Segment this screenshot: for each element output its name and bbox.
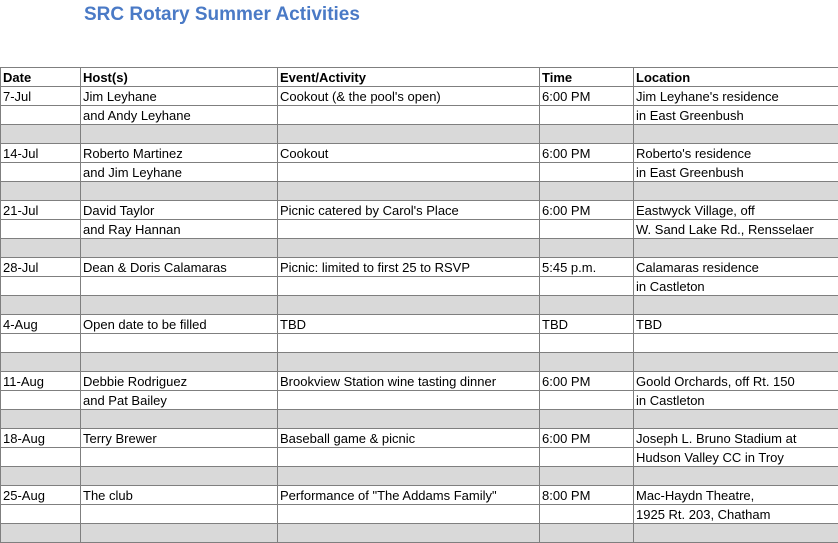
cell-time[interactable]: TBD (540, 315, 634, 334)
cell-time[interactable] (540, 334, 634, 353)
spacer-cell[interactable] (634, 524, 838, 543)
spacer-cell[interactable] (81, 410, 278, 429)
spacer-cell[interactable] (1, 353, 81, 372)
cell-time[interactable]: 6:00 PM (540, 372, 634, 391)
cell-hosts[interactable] (81, 448, 278, 467)
spacer-cell[interactable] (81, 182, 278, 201)
spacer-cell[interactable] (634, 296, 838, 315)
spacer-cell[interactable] (540, 239, 634, 258)
cell-date[interactable] (1, 106, 81, 125)
cell-hosts[interactable]: and Ray Hannan (81, 220, 278, 239)
column-header-date[interactable]: Date (1, 68, 81, 87)
cell-event[interactable]: Cookout (278, 144, 540, 163)
table-row (1, 87, 838, 106)
table-body (1, 87, 838, 543)
cell-event[interactable] (278, 106, 540, 125)
cell-event[interactable]: TBD (278, 315, 540, 334)
cell-event[interactable]: Cookout (& the pool's open) (278, 87, 540, 106)
cell-location[interactable]: in Castleton (634, 391, 838, 410)
cell-event[interactable] (278, 163, 540, 182)
spacer-cell[interactable] (278, 125, 540, 144)
spacer-row (1, 296, 838, 315)
table-row (1, 505, 838, 524)
cell-location[interactable]: W. Sand Lake Rd., Rensselaer (634, 220, 838, 239)
cell-location[interactable]: 1925 Rt. 203, Chatham (634, 505, 838, 524)
column-header-location[interactable]: Location (634, 68, 838, 87)
cell-hosts[interactable]: Open date to be filled (81, 315, 278, 334)
spacer-cell[interactable] (634, 353, 838, 372)
cell-date[interactable] (1, 277, 81, 296)
cell-location[interactable]: in East Greenbush (634, 163, 838, 182)
cell-date[interactable]: 4-Aug (1, 315, 81, 334)
table-row (1, 144, 838, 163)
cell-time[interactable] (540, 106, 634, 125)
spacer-cell[interactable] (278, 182, 540, 201)
activities-table (0, 67, 838, 543)
cell-location[interactable]: Eastwyck Village, off (634, 201, 838, 220)
spacer-cell[interactable] (540, 182, 634, 201)
cell-date[interactable]: 21-Jul (1, 201, 81, 220)
spacer-cell[interactable] (634, 467, 838, 486)
cell-time[interactable] (540, 220, 634, 239)
table-row (1, 201, 838, 220)
cell-time[interactable]: 5:45 p.m. (540, 258, 634, 277)
cell-hosts[interactable] (81, 277, 278, 296)
cell-location[interactable]: Joseph L. Bruno Stadium at (634, 429, 838, 448)
cell-location[interactable]: Mac-Haydn Theatre, (634, 486, 838, 505)
cell-time[interactable]: 6:00 PM (540, 87, 634, 106)
spacer-cell[interactable] (81, 296, 278, 315)
table-row (1, 334, 838, 353)
cell-date[interactable]: 14-Jul (1, 144, 81, 163)
header-row (1, 68, 838, 87)
cell-event[interactable]: Picnic: limited to first 25 to RSVP (278, 258, 540, 277)
cell-time[interactable] (540, 277, 634, 296)
cell-date[interactable] (1, 334, 81, 353)
table-row (1, 315, 838, 334)
cell-event[interactable] (278, 391, 540, 410)
cell-time[interactable]: 6:00 PM (540, 429, 634, 448)
cell-location[interactable]: Jim Leyhane's residence (634, 87, 838, 106)
spacer-cell[interactable] (634, 125, 838, 144)
spacer-row (1, 125, 838, 144)
cell-hosts[interactable]: and Pat Bailey (81, 391, 278, 410)
spacer-row (1, 239, 838, 258)
spacer-cell[interactable] (634, 182, 838, 201)
column-header-hosts[interactable]: Host(s) (81, 68, 278, 87)
table-row (1, 391, 838, 410)
cell-location[interactable]: Roberto's residence (634, 144, 838, 163)
spacer-cell[interactable] (278, 467, 540, 486)
cell-time[interactable]: 6:00 PM (540, 201, 634, 220)
cell-event[interactable] (278, 277, 540, 296)
cell-location[interactable]: Goold Orchards, off Rt. 150 (634, 372, 838, 391)
cell-date[interactable]: 28-Jul (1, 258, 81, 277)
spacer-cell[interactable] (1, 182, 81, 201)
cell-event[interactable]: Picnic catered by Carol's Place (278, 201, 540, 220)
cell-time[interactable]: 8:00 PM (540, 486, 634, 505)
spacer-cell[interactable] (540, 467, 634, 486)
cell-location[interactable]: in East Greenbush (634, 106, 838, 125)
spacer-cell[interactable] (278, 239, 540, 258)
cell-hosts[interactable]: and Jim Leyhane (81, 163, 278, 182)
spacer-cell[interactable] (81, 125, 278, 144)
table-row (1, 372, 838, 391)
spacer-row (1, 182, 838, 201)
table-row (1, 258, 838, 277)
spacer-cell[interactable] (1, 524, 81, 543)
cell-time[interactable] (540, 163, 634, 182)
cell-location[interactable]: Calamaras residence (634, 258, 838, 277)
cell-hosts[interactable]: Debbie Rodriguez (81, 372, 278, 391)
spacer-cell[interactable] (81, 353, 278, 372)
cell-event[interactable]: Performance of "The Addams Family" (278, 486, 540, 505)
spacer-row (1, 524, 838, 543)
spacer-cell[interactable] (278, 296, 540, 315)
cell-location[interactable]: Hudson Valley CC in Troy (634, 448, 838, 467)
column-header-event[interactable]: Event/Activity (278, 68, 540, 87)
spacer-cell[interactable] (634, 239, 838, 258)
cell-date[interactable] (1, 391, 81, 410)
cell-time[interactable]: 6:00 PM (540, 144, 634, 163)
cell-date[interactable] (1, 163, 81, 182)
cell-time[interactable] (540, 448, 634, 467)
spacer-cell[interactable] (540, 125, 634, 144)
table-row (1, 163, 838, 182)
cell-hosts[interactable]: and Andy Leyhane (81, 106, 278, 125)
cell-date[interactable] (1, 448, 81, 467)
spacer-cell[interactable] (540, 296, 634, 315)
spacer-cell[interactable] (81, 524, 278, 543)
cell-event[interactable] (278, 220, 540, 239)
cell-hosts[interactable]: Dean & Doris Calamaras (81, 258, 278, 277)
spacer-cell[interactable] (1, 125, 81, 144)
spacer-cell[interactable] (540, 353, 634, 372)
cell-date[interactable] (1, 505, 81, 524)
spacer-cell[interactable] (1, 467, 81, 486)
table-row (1, 106, 838, 125)
spacer-cell[interactable] (1, 296, 81, 315)
cell-date[interactable]: 18-Aug (1, 429, 81, 448)
cell-date[interactable]: 25-Aug (1, 486, 81, 505)
spacer-cell[interactable] (634, 410, 838, 429)
spacer-row (1, 353, 838, 372)
cell-location[interactable]: in Castleton (634, 277, 838, 296)
cell-event[interactable] (278, 448, 540, 467)
table-row (1, 277, 838, 296)
table-row (1, 448, 838, 467)
table-row (1, 429, 838, 448)
cell-event[interactable]: Baseball game & picnic (278, 429, 540, 448)
cell-location[interactable] (634, 334, 838, 353)
cell-hosts[interactable]: Roberto Martinez (81, 144, 278, 163)
cell-hosts[interactable]: David Taylor (81, 201, 278, 220)
cell-date[interactable]: 7-Jul (1, 87, 81, 106)
cell-event[interactable]: Brookview Station wine tasting dinner (278, 372, 540, 391)
cell-hosts[interactable] (81, 334, 278, 353)
spacer-cell[interactable] (278, 353, 540, 372)
spacer-row (1, 467, 838, 486)
cell-hosts[interactable]: Jim Leyhane (81, 87, 278, 106)
cell-hosts[interactable] (81, 505, 278, 524)
spacer-cell[interactable] (1, 410, 81, 429)
spacer-cell[interactable] (81, 239, 278, 258)
cell-date[interactable]: 11-Aug (1, 372, 81, 391)
cell-time[interactable] (540, 391, 634, 410)
table-row (1, 486, 838, 505)
spacer-cell[interactable] (278, 410, 540, 429)
cell-event[interactable] (278, 334, 540, 353)
cell-event[interactable] (278, 505, 540, 524)
spacer-cell[interactable] (278, 524, 540, 543)
spacer-row (1, 410, 838, 429)
cell-time[interactable] (540, 505, 634, 524)
cell-hosts[interactable]: Terry Brewer (81, 429, 278, 448)
table-row (1, 220, 838, 239)
sheet-title: SRC Rotary Summer Activities (84, 4, 360, 26)
cell-location[interactable]: TBD (634, 315, 838, 334)
column-header-time[interactable]: Time (540, 68, 634, 87)
spacer-cell[interactable] (1, 239, 81, 258)
spacer-cell[interactable] (540, 524, 634, 543)
spacer-cell[interactable] (81, 467, 278, 486)
spacer-cell[interactable] (540, 410, 634, 429)
cell-date[interactable] (1, 220, 81, 239)
cell-hosts[interactable]: The club (81, 486, 278, 505)
